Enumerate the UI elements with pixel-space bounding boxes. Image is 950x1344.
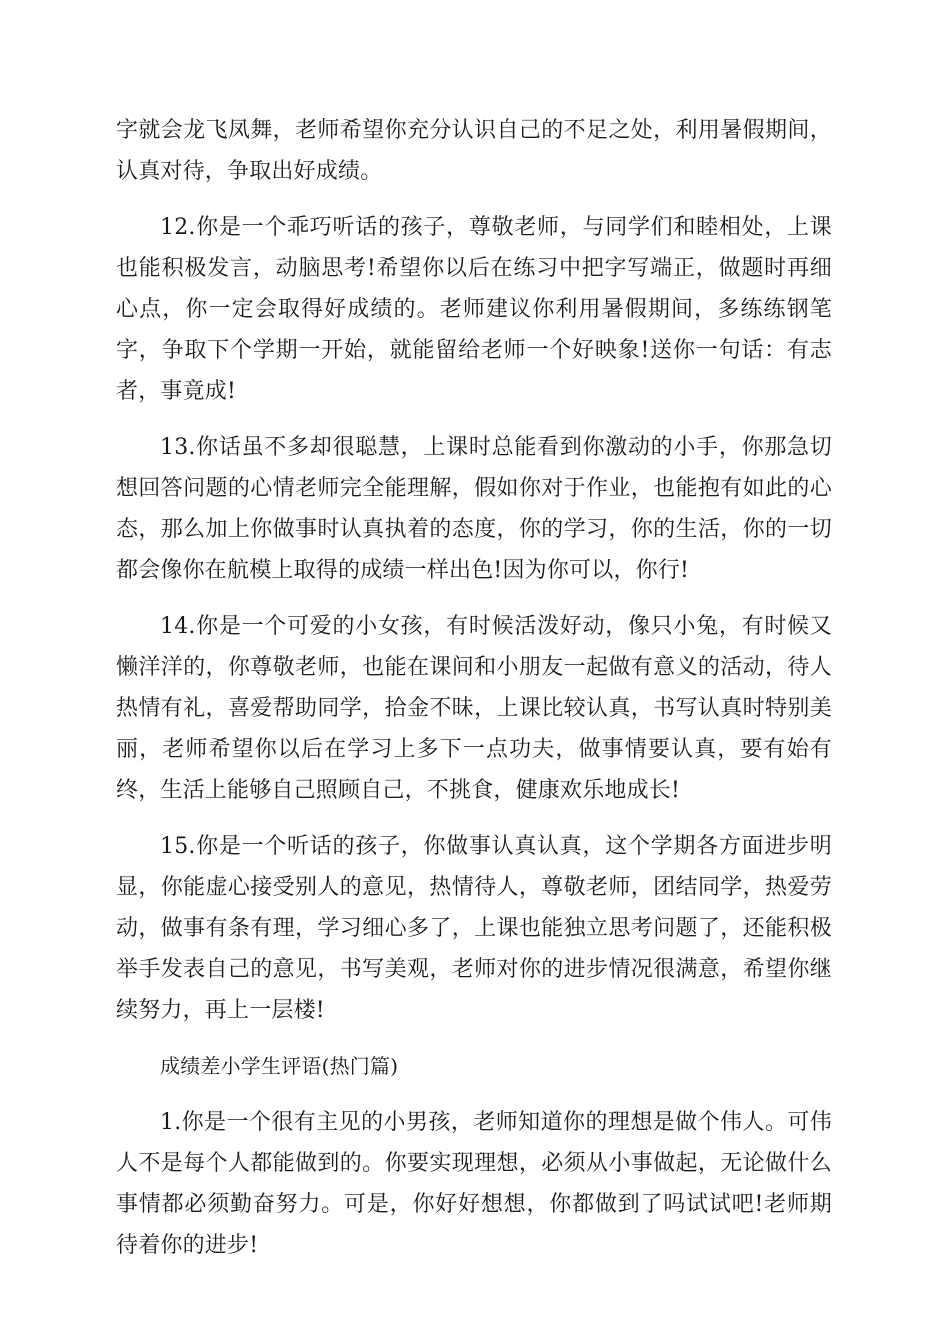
paragraph-continuation: 字就会龙飞凤舞，老师希望你充分认识自己的不足之处，利用暑假期间，认真对待，争取出好成绩。: [116, 118, 832, 184]
comment-12: 12.你是一个乖巧听话的孩子，尊敬老师，与同学们和睦相处，上课也能积极发言，动脑思考!希望你以后在练习中把字写端正，做题时再细心点，你一定会取得好成绩的。老师建议你利用暑假期间，多练练钢笔字，争取下个学期一开始，就能留给老师一个好映象!送你一句话：有志者，事竟成!: [116, 215, 832, 404]
document-body: [116, 110, 832, 1281]
comment-13: 13.你话虽不多却很聪慧，上课时总能看到你激动的小手，你那急切想回答问题的心情老师完全能理解，假如你对于作业，也能抱有如此的心态，那么加上你做事时认真执着的态度，你的学习，你的生活，你的一切都会像你在航模上取得的成绩一样出色!因为你可以，你行!: [116, 435, 832, 583]
comment-15: 15.你是一个听话的孩子，你做事认真认真，这个学期各方面进步明显，你能虚心接受别人的意见，热情待人，尊敬老师，团结同学，热爱劳动，做事有条有理，学习细心多了，上课也能独立思考问题了，还能积极举手发表自己的意见，书写美观，老师对你的进步情况很满意，希望你继续努力，再上一层楼!: [116, 834, 832, 1023]
section-heading: 成绩差小学生评语(热门篇): [160, 1054, 399, 1078]
comment-14: 14.你是一个可爱的小女孩，有时候活泼好动，像只小兔，有时候又懒洋洋的，你尊敬老师，也能在课间和小朋友一起做有意义的活动，待人热情有礼，喜爱帮助同学，拾金不昧，上课比较认真，书写认真时特别美丽，老师希望你以后在学习上多下一点功夫，做事情要认真，要有始有终，生活上能够自己照顾自己，不挑食，健康欢乐地成长!: [116, 614, 832, 803]
section-comment-1: 1.你是一个很有主见的小男孩，老师知道你的理想是做个伟人。可伟人不是每个人都能做到的。你要实现理想，必须从小事做起，无论做什么事情都必须勤奋努力。可是，你好好想想，你都做到了吗试试吧!老师期待着你的进步!: [116, 1110, 832, 1258]
